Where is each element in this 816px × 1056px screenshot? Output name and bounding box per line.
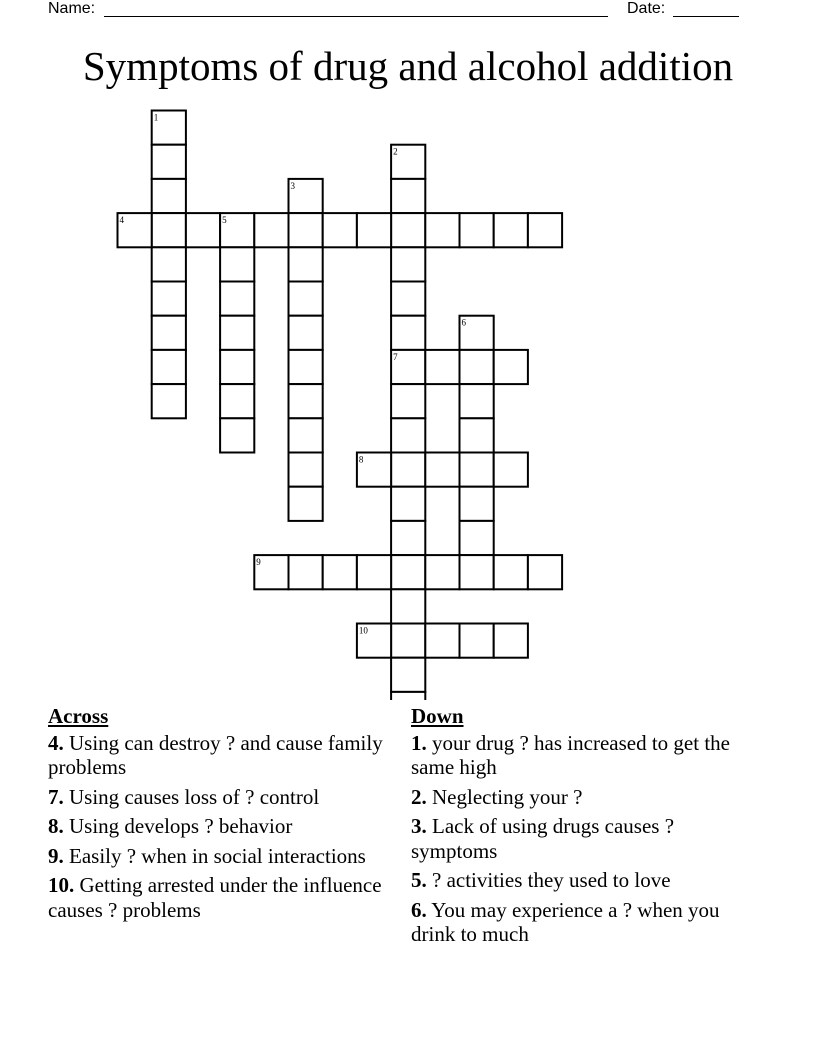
cell-number: 9 (256, 557, 261, 568)
crossword-cell[interactable] (494, 213, 528, 247)
crossword-cell[interactable] (152, 350, 186, 384)
crossword-cell[interactable] (460, 213, 494, 247)
crossword-cell[interactable] (220, 384, 254, 418)
crossword-cell[interactable] (391, 179, 425, 213)
crossword-cell[interactable] (152, 316, 186, 350)
clue-down-5 (411, 868, 751, 893)
crossword-cell[interactable] (220, 316, 254, 350)
clue-across-10 (48, 873, 388, 922)
clue-down-6 (411, 898, 751, 947)
crossword-cell[interactable] (118, 213, 152, 247)
crossword-cell[interactable] (425, 453, 459, 487)
cell-number: 6 (461, 317, 466, 328)
clue-number: 9. (48, 843, 64, 868)
clue-number: 1. (411, 730, 427, 755)
crossword-cell[interactable] (152, 179, 186, 213)
crossword-cell[interactable] (460, 418, 494, 452)
crossword-cell[interactable] (494, 453, 528, 487)
cell-number: 2 (393, 146, 398, 157)
crossword-cell[interactable] (494, 350, 528, 384)
across-heading: Across (48, 704, 109, 728)
clue-text: Neglecting your ? (432, 784, 583, 809)
name-label: Name: (48, 0, 96, 17)
clue-number: 4. (48, 730, 64, 755)
page-title: Symptoms of drug and alcohol addition (82, 43, 734, 89)
clue-text: You may experience a ? when you drink to much (411, 897, 720, 946)
clue-text: ? activities they used to love (432, 868, 671, 892)
header (48, 0, 748, 20)
crossword-cell[interactable] (289, 316, 323, 350)
crossword-cell[interactable] (152, 384, 186, 418)
clue-across-8 (48, 814, 388, 839)
clue-text: Easily ? when in social interactions (69, 843, 366, 868)
crossword-cell[interactable] (289, 282, 323, 316)
crossword-cell[interactable] (391, 316, 425, 350)
clue-down-3 (411, 814, 751, 863)
crossword-cell[interactable] (425, 624, 459, 658)
clue-across-9 (48, 844, 388, 869)
date-label: Date: (627, 0, 666, 17)
crossword-cell[interactable] (425, 555, 459, 589)
crossword-cell[interactable] (357, 555, 391, 589)
crossword-cell[interactable] (289, 418, 323, 452)
crossword-cell[interactable] (289, 453, 323, 487)
crossword-cell[interactable] (152, 282, 186, 316)
crossword-cell[interactable] (323, 213, 357, 247)
crossword-cell[interactable] (528, 555, 562, 589)
clue-number: 7. (48, 784, 64, 809)
clue-number: 10. (48, 873, 75, 897)
crossword-cell[interactable] (425, 350, 459, 384)
clue-number: 8. (48, 814, 64, 838)
crossword-cell[interactable] (391, 453, 425, 487)
crossword-cell[interactable] (254, 555, 288, 589)
crossword-cell[interactable] (460, 384, 494, 418)
crossword-cell[interactable] (460, 487, 494, 521)
crossword-cell[interactable] (254, 213, 288, 247)
cell-number: 1 (153, 112, 159, 123)
crossword-cell[interactable] (494, 555, 528, 589)
crossword-cell[interactable] (391, 521, 425, 555)
clue-text: Using develops ? behavior (69, 814, 293, 838)
crossword-cell[interactable] (357, 453, 391, 487)
crossword-cell[interactable] (391, 418, 425, 452)
crossword-cell[interactable] (220, 350, 254, 384)
clue-text: Lack of using drugs causes ? symptoms (411, 814, 675, 863)
clue-text: Getting arrested under the influence causes ? problems (48, 873, 382, 922)
crossword-cell[interactable] (391, 384, 425, 418)
crossword-cell[interactable] (460, 521, 494, 555)
cell-number: 8 (358, 454, 364, 465)
crossword-cell[interactable] (391, 213, 425, 247)
crossword-cell[interactable] (220, 282, 254, 316)
crossword-cell[interactable] (289, 487, 323, 521)
crossword-cell[interactable] (220, 418, 254, 452)
crossword-cell[interactable] (460, 316, 494, 350)
crossword-cell[interactable] (460, 453, 494, 487)
across-clues (48, 700, 388, 927)
crossword-cell[interactable] (425, 213, 459, 247)
crossword-cell[interactable] (391, 487, 425, 521)
crossword-cell[interactable] (391, 247, 425, 281)
crossword-cell[interactable] (391, 282, 425, 316)
cell-number: 3 (290, 180, 295, 191)
crossword-cell[interactable] (460, 624, 494, 658)
date-line[interactable] (673, 16, 739, 17)
crossword-cell[interactable] (220, 213, 254, 247)
crossword-cell[interactable] (391, 350, 425, 384)
clue-number: 6. (411, 897, 427, 922)
crossword-cell[interactable] (289, 555, 323, 589)
crossword-cell[interactable] (152, 111, 186, 145)
down-heading: Down (411, 704, 464, 728)
clue-text: your drug ? has increased to get the same high (411, 730, 730, 779)
crossword-cell[interactable] (186, 213, 220, 247)
crossword-cell[interactable] (357, 624, 391, 658)
cell-number: 4 (119, 215, 124, 226)
clue-number: 3. (411, 814, 427, 838)
cell-number: 7 (393, 351, 398, 362)
down-clues (411, 700, 751, 952)
crossword-cell[interactable] (391, 624, 425, 658)
crossword-cell[interactable] (152, 247, 186, 281)
crossword-cell[interactable] (494, 624, 528, 658)
crossword-cell[interactable] (220, 247, 254, 281)
crossword-cell[interactable] (391, 692, 425, 700)
crossword-cell[interactable] (289, 247, 323, 281)
crossword-cell[interactable] (289, 213, 323, 247)
crossword-cell[interactable] (152, 145, 186, 179)
crossword-cell[interactable] (391, 589, 425, 623)
clue-text: Using causes loss of ? control (69, 784, 320, 809)
clue-text: Using can destroy ? and cause family problems (48, 730, 383, 779)
crossword-cell[interactable] (323, 555, 357, 589)
crossword-cell[interactable] (460, 555, 494, 589)
crossword-cell[interactable] (391, 555, 425, 589)
clue-down-2 (411, 785, 751, 810)
crossword-cell[interactable] (357, 213, 391, 247)
clue-down-1 (411, 731, 751, 780)
cell-number: 5 (222, 215, 227, 226)
crossword-cell[interactable] (152, 213, 186, 247)
crossword-cell[interactable] (528, 213, 562, 247)
crossword-cell[interactable] (460, 350, 494, 384)
crossword-cell[interactable] (391, 658, 425, 692)
name-line[interactable] (104, 16, 608, 17)
crossword-cell[interactable] (289, 179, 323, 213)
crossword-cell[interactable] (289, 350, 323, 384)
crossword-cell[interactable] (391, 145, 425, 179)
crossword-cell[interactable] (289, 384, 323, 418)
cell-number: 10 (358, 625, 368, 636)
clue-number: 5. (411, 868, 427, 892)
clue-across-4 (48, 731, 388, 780)
clue-number: 2. (411, 784, 427, 809)
clue-across-7 (48, 785, 388, 810)
